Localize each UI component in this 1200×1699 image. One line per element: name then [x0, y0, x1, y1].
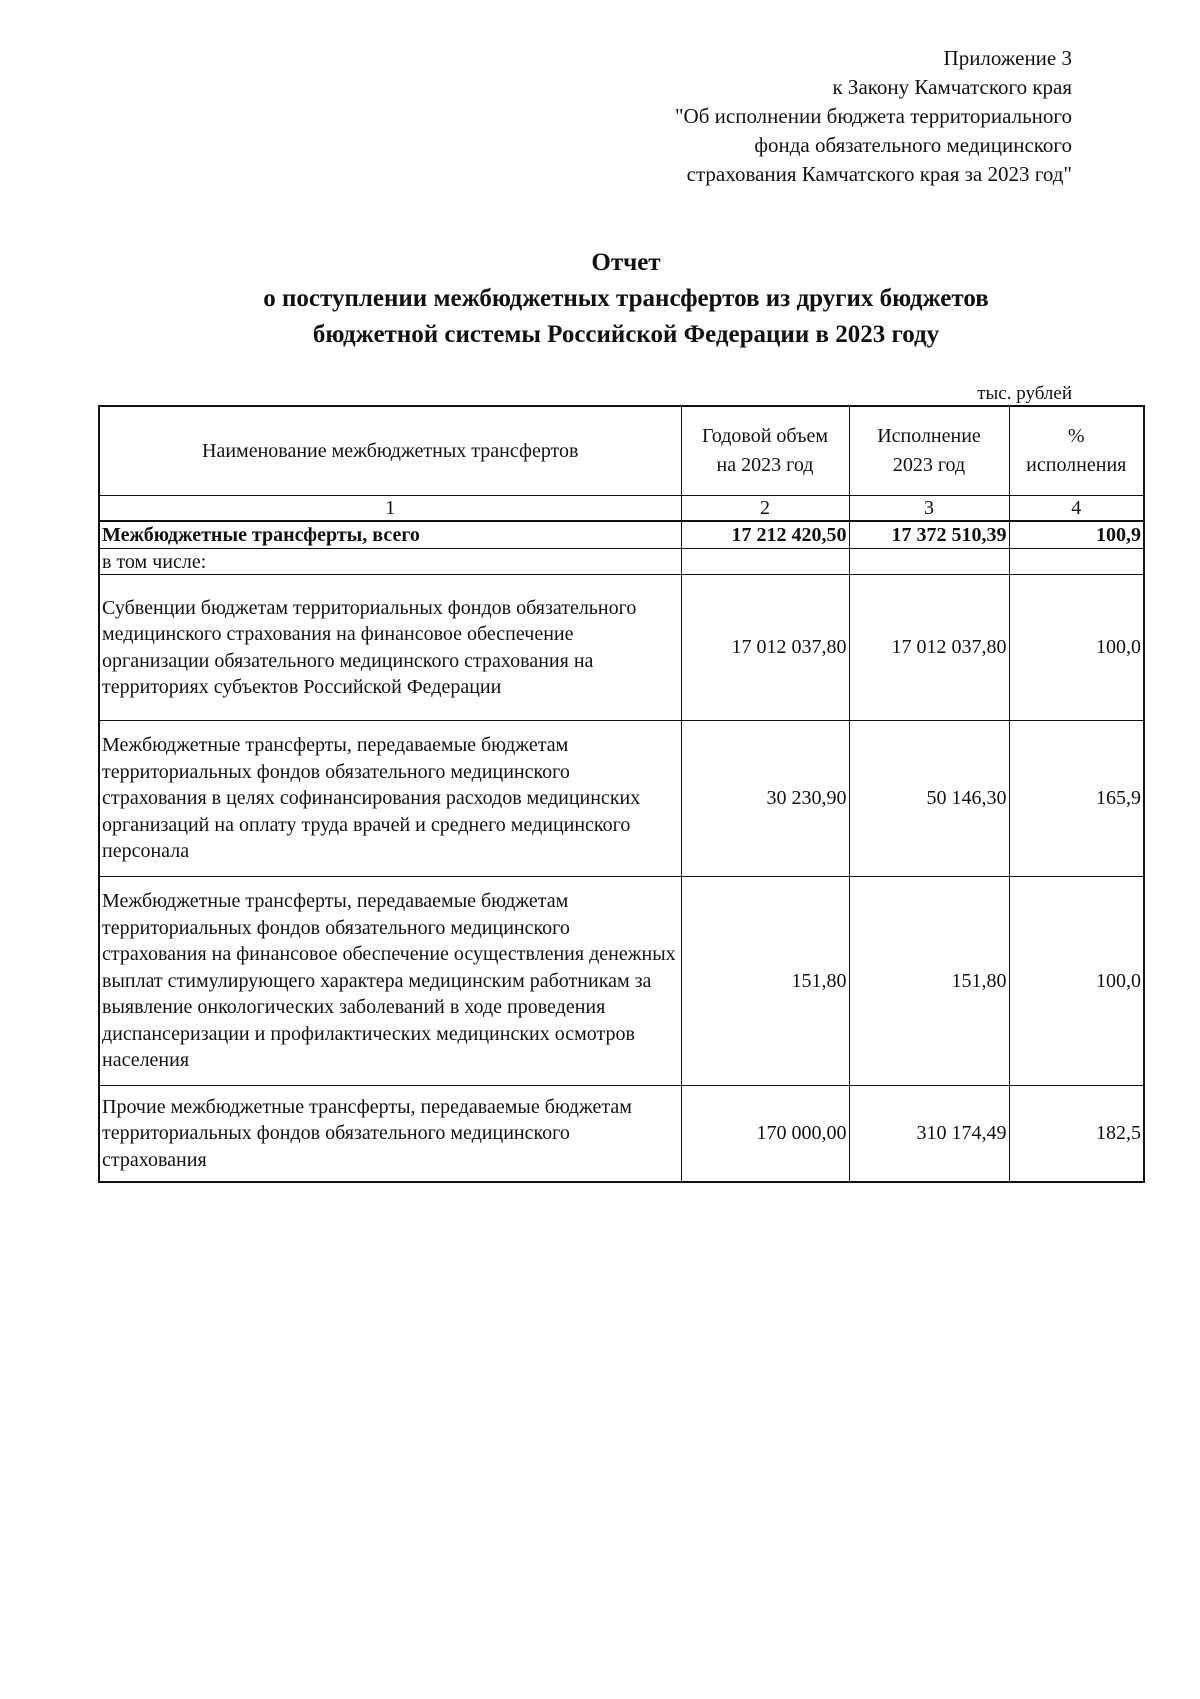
empty-cell	[849, 549, 1009, 575]
row-percent: 100,0	[1009, 877, 1144, 1086]
table-header-row	[99, 406, 1144, 496]
row-annual: 170 000,00	[681, 1086, 849, 1183]
header-annual-line2: на 2023 год	[716, 454, 814, 476]
title-line: бюджетной системы Российской Федерации в 2023 году	[312, 321, 940, 348]
annex-line: к Закону Камчатского края	[832, 75, 1072, 99]
empty-cell	[1009, 549, 1144, 575]
row-executed: 310 174,49	[849, 1086, 1009, 1183]
row-name: Субвенции бюджетам территориальных фондов обязательного медицинского страхования на финансовое обеспечение организации обязательного медицинского страхования на территориях субъектов Российской Федерации	[99, 575, 681, 721]
column-number: 1	[99, 496, 681, 522]
row-annual: 30 230,90	[681, 721, 849, 877]
column-number: 2	[681, 496, 849, 522]
transfers-table	[98, 405, 1145, 1183]
table-row	[99, 877, 1144, 1086]
column-number: 3	[849, 496, 1009, 522]
row-executed: 50 146,30	[849, 721, 1009, 877]
title-line: Отчет	[591, 249, 661, 276]
header-annual-line1: Годовой объем	[702, 425, 828, 447]
header-name: Наименование межбюджетных трансфертов	[99, 406, 681, 496]
total-annual: 17 212 420,50	[681, 521, 849, 549]
table-row	[99, 721, 1144, 877]
row-annual: 17 012 037,80	[681, 575, 849, 721]
header-executed	[849, 406, 1009, 496]
subheader-row	[99, 549, 1144, 575]
total-percent: 100,9	[1009, 521, 1144, 549]
annex-line: страхования Камчатского края за 2023 год"	[686, 162, 1072, 186]
subheader-label: в том числе:	[99, 549, 681, 575]
report-title	[0, 245, 1200, 353]
row-name: Прочие межбюджетные трансферты, передаваемые бюджетам территориальных фондов обязательного медицинского страхования	[99, 1086, 681, 1183]
row-percent: 182,5	[1009, 1086, 1144, 1183]
total-row	[99, 521, 1144, 549]
row-executed: 151,80	[849, 877, 1009, 1086]
header-executed-line1: Исполнение	[877, 425, 981, 447]
column-number: 4	[1009, 496, 1144, 522]
units-label: тыс. рублей	[977, 383, 1072, 404]
table-row	[99, 1086, 1144, 1183]
header-executed-line2: 2023 год	[892, 454, 966, 476]
table-row	[99, 575, 1144, 721]
total-executed: 17 372 510,39	[849, 521, 1009, 549]
total-name: Межбюджетные трансферты, всего	[99, 521, 681, 549]
annex-line: Приложение 3	[943, 46, 1072, 70]
empty-cell	[681, 549, 849, 575]
header-percent	[1009, 406, 1144, 496]
row-percent: 165,9	[1009, 721, 1144, 877]
title-line: о поступлении межбюджетных трансфертов из других бюджетов	[263, 285, 989, 312]
row-annual: 151,80	[681, 877, 849, 1086]
row-percent: 100,0	[1009, 575, 1144, 721]
row-executed: 17 012 037,80	[849, 575, 1009, 721]
header-annual	[681, 406, 849, 496]
row-name: Межбюджетные трансферты, передаваемые бюджетам территориальных фондов обязательного медицинского страхования на финансовое обеспечение осуществления денежных выплат стимулирующего характера медицинским работникам за выявление онкологических заболеваний в ходе проведения диспансеризации и профилактических медицинских осмотров населения	[99, 877, 681, 1086]
column-number-row	[99, 496, 1144, 522]
annex-line: "Об исполнении бюджета территориального	[674, 104, 1072, 128]
header-percent-line1: %	[1067, 425, 1085, 447]
annex-note	[675, 44, 1072, 189]
row-name: Межбюджетные трансферты, передаваемые бюджетам территориальных фондов обязательного медицинского страхования в целях софинансирования расходов медицинских организаций на оплату труда врачей и среднего медицинского персонала	[99, 721, 681, 877]
annex-line: фонда обязательного медицинского	[754, 133, 1072, 157]
header-percent-line2: исполнения	[1026, 454, 1127, 476]
